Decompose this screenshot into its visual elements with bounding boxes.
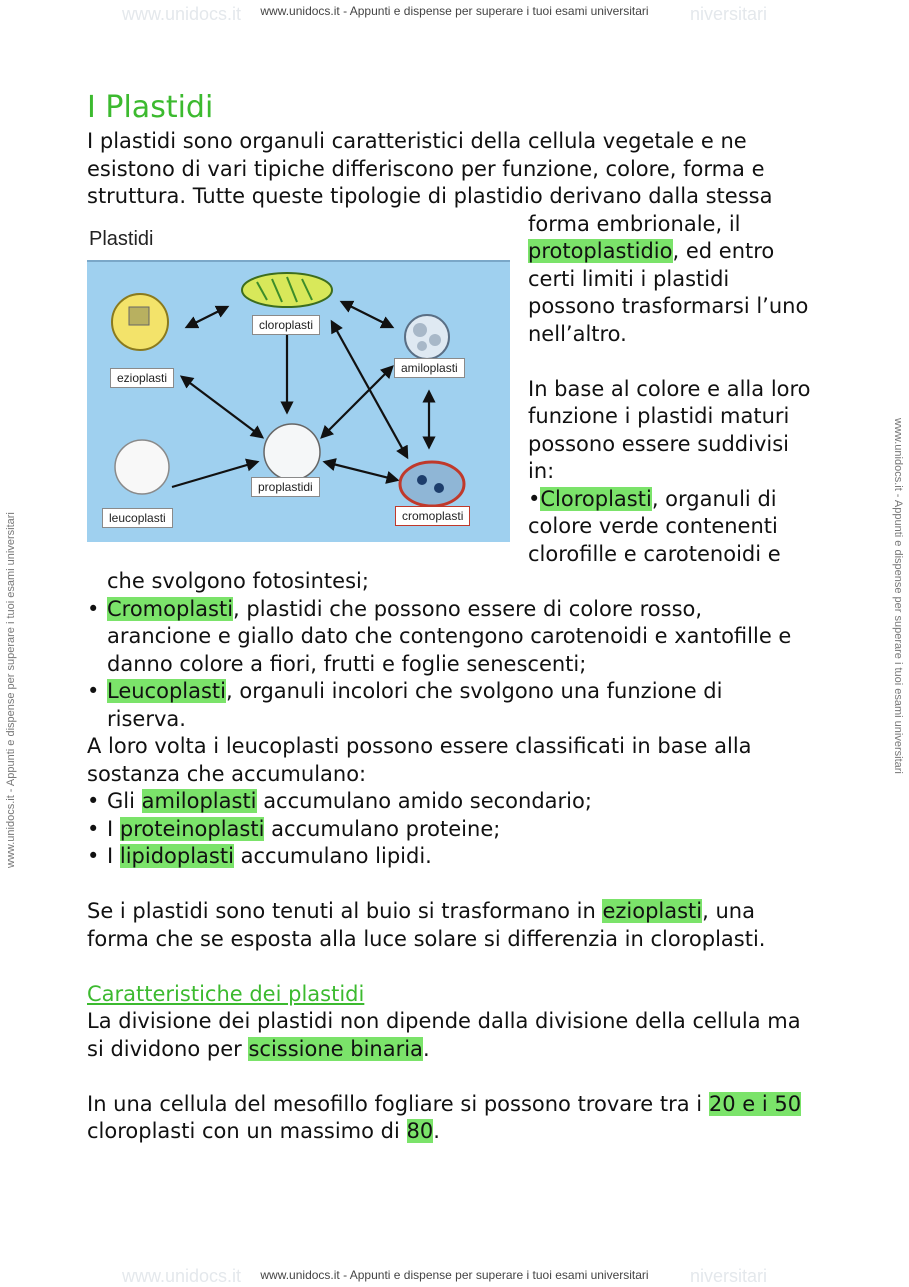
bullet-icon: • <box>87 844 100 868</box>
section-heading: Caratteristiche dei plastidi <box>87 981 365 1006</box>
paragraph-line: possono essere suddivisi <box>528 431 790 456</box>
list-item-line: arancione e giallo dato che contengono carotenoidi e xantofille e <box>107 624 792 648</box>
paragraph-line: clorofille e carotenoidi e <box>528 541 781 566</box>
highlight: ezioplasti <box>602 899 703 923</box>
paragraph-line: certi limiti i plastidi <box>528 266 730 291</box>
paragraph-line: La divisione dei plastidi non dipende dalla divisione della cellula ma <box>87 1009 801 1033</box>
figure-title: Plastidi <box>89 228 154 250</box>
label-cromoplasti: cromoplasti <box>395 506 470 526</box>
plastid-diagram <box>87 222 510 542</box>
paragraph-line: •Cloroplasti, organuli di <box>528 486 777 511</box>
label-leucoplasti: leucoplasti <box>102 508 173 528</box>
paragraph-line: forma che se esposta alla luce solare si differenzia in cloroplasti. <box>87 926 766 951</box>
paragraph-line: In una cellula del mesofillo fogliare si possono trovare tra i 20 e i 50 <box>87 1091 802 1116</box>
ghost-watermark: www.unidocs.it <box>122 1266 242 1286</box>
highlight: proteinoplasti <box>119 816 265 841</box>
paragraph-line: si dividono per scissione binaria. <box>87 1036 430 1061</box>
paragraph-line: possono trasformarsi l’uno <box>528 294 809 318</box>
paragraph-line: colore verde contenenti <box>528 514 778 538</box>
paragraph-line: A loro volta i leucoplasti possono essere classificati in base alla <box>87 734 752 758</box>
watermark-bottom: www.unidocs.it - Appunti e dispense per superare i tuoi esami universitari <box>260 1268 649 1282</box>
paragraph-line: protoplastidio, ed entro <box>528 239 775 263</box>
highlight: scissione binaria <box>248 1036 423 1061</box>
highlight: lipidoplasti <box>119 844 234 868</box>
highlight: protoplastidio <box>528 239 673 263</box>
list-item: Gli amiloplasti accumulano amido secondario; <box>107 789 592 813</box>
list-item-line: riserva. <box>107 706 186 731</box>
diagram-arrows <box>87 262 510 540</box>
watermark-top: www.unidocs.it - Appunti e dispense per superare i tuoi esami universitari <box>260 4 649 18</box>
label-proplastidi: proplastidi <box>251 477 320 497</box>
highlight: amiloplasti <box>141 789 257 813</box>
bullet-icon: • <box>87 789 100 813</box>
list-item-line: danno colore a fiori, frutti e foglie senescenti; <box>107 651 587 676</box>
ghost-watermark: www.unidocs.it <box>122 4 242 24</box>
paragraph-line: in: <box>528 459 555 483</box>
paragraph-line: struttura. Tutte queste tipologie di plastidio derivano dalla stessa <box>87 184 773 208</box>
page-title: I Plastidi <box>87 90 214 125</box>
highlight: Cloroplasti <box>540 486 652 511</box>
highlight: 80 <box>406 1119 434 1143</box>
paragraph-line: esistono di vari tipiche differiscono per funzione, colore, forma e <box>87 156 765 181</box>
highlight: Cromoplasti <box>107 596 234 621</box>
watermark-right: www.unidocs.it - Appunti e dispense per superare i tuoi esami universitari <box>892 418 904 774</box>
highlight: Leucoplasti <box>107 679 226 703</box>
list-item: Cromoplasti, plastidi che possono essere di colore rosso, <box>107 596 703 621</box>
highlight: 20 e i 50 <box>708 1091 802 1116</box>
ghost-watermark: niversitari <box>690 1266 768 1286</box>
paragraph-line: sostanza che accumulano: <box>87 761 367 786</box>
paragraph-line: In base al colore e alla loro <box>528 376 811 401</box>
bullet-icon: • <box>87 679 100 703</box>
bullet-icon: • <box>87 816 100 841</box>
label-ezioplasti: ezioplasti <box>110 368 174 388</box>
bullet-icon: • <box>87 596 100 621</box>
paragraph-line: Se i plastidi sono tenuti al buio si trasformano in ezioplasti, una <box>87 899 755 923</box>
paragraph-line: nell’altro. <box>528 321 627 346</box>
paragraph-line: forma embrionale, il <box>528 211 741 236</box>
list-item: I lipidoplasti accumulano lipidi. <box>107 844 432 868</box>
paragraph-line: funzione i plastidi maturi <box>528 404 790 428</box>
paragraph-line: cloroplasti con un massimo di 80. <box>87 1119 440 1143</box>
ghost-watermark: niversitari <box>690 4 768 24</box>
label-amiloplasti: amiloplasti <box>394 358 465 378</box>
paragraph-line: I plastidi sono organuli caratteristici della cellula vegetale e ne <box>87 129 747 153</box>
watermark-left: www.unidocs.it - Appunti e dispense per superare i tuoi esami universitari <box>5 512 17 868</box>
label-cloroplasti: cloroplasti <box>252 315 320 335</box>
list-item-continuation: che svolgono fotosintesi; <box>107 569 369 593</box>
list-item: Leucoplasti, organuli incolori che svolgono una funzione di <box>107 679 723 703</box>
list-item: I proteinoplasti accumulano proteine; <box>107 816 501 841</box>
